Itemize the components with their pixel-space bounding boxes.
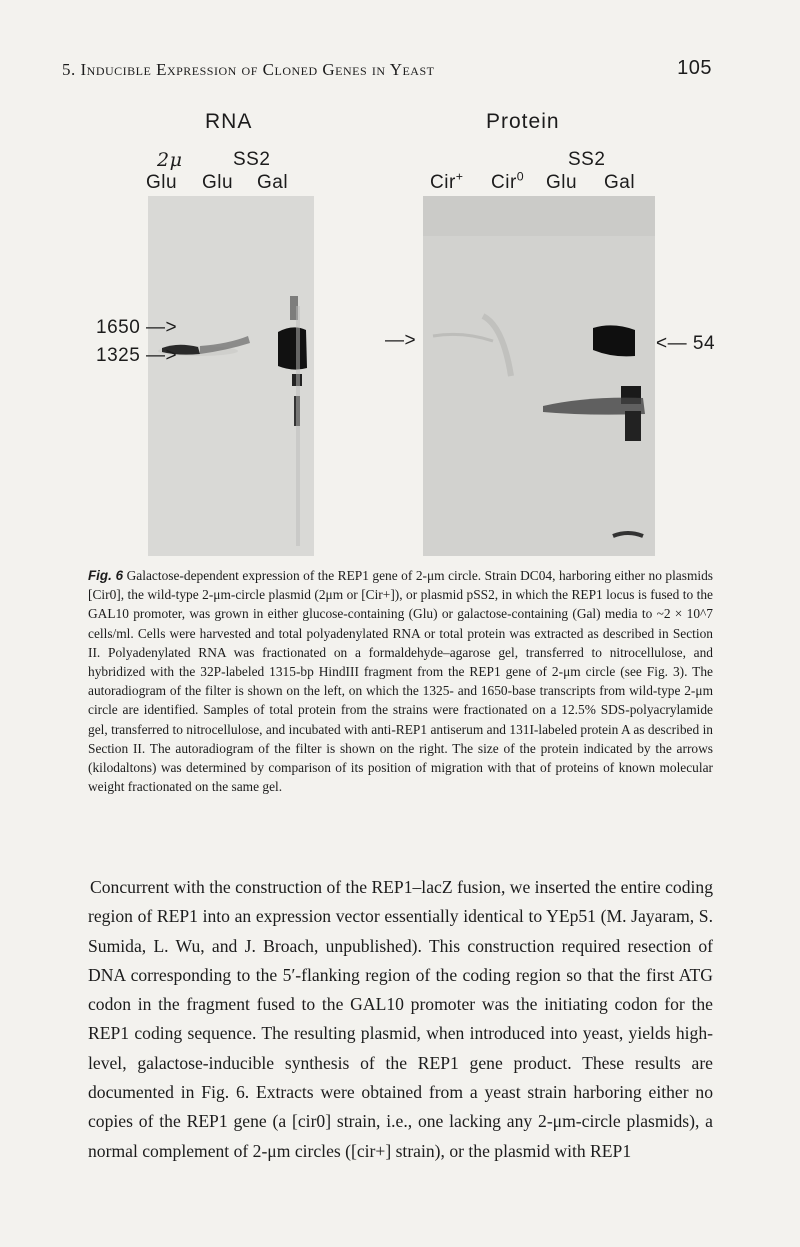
- rna-marker-1650: 1650 —>: [96, 317, 178, 338]
- protein-lane-cir-plus: Cir+: [430, 169, 464, 193]
- figure-caption: [88, 566, 713, 796]
- protein-size-marker: <— 54: [656, 333, 716, 354]
- rna-lane-glu-1: Glu: [146, 172, 178, 193]
- rna-autoradiogram: [148, 196, 314, 556]
- protein-arrow-left: —>: [385, 330, 417, 351]
- caption-label: Fig. 6: [88, 568, 124, 583]
- body-paragraph: Concurrent with the construction of the REP1–lacZ fusion, we inserted the entire coding region of REP1 into an expression vector essentially identical to YEp51 (M. Jayaram, S. Sumida, L. Wu, and J. Broach, unpublished). This construction required resection of DNA corresponding to the 5′-flanking region of the coding region so that the first ATG codon in the fragment fused to the GAL10 promoter was the initiating codon for the REP1 coding sequence. The resulting plasmid, when introduced into yeast, yields high-level, galactose-inducible synthesis of the REP1 gene product. These results are documented in Fig. 6. Extracts were obtained from a yeast strain harboring either no copies of the REP1 gene (a [cir0] strain, i.e., one lacking any 2-μm-circle plasmids), a normal complement of 2-μm circles ([cir+] strain), or the plasmid with REP1: [88, 877, 713, 1161]
- protein-lane-cir-zero: Cir$^0$: [491, 169, 525, 193]
- protein-autoradiogram: [423, 196, 655, 556]
- protein-lane-gal: Gal: [604, 172, 636, 193]
- caption-text: Galactose-dependent expression of the REP1 gene of 2-μm circle. Strain DC04, harboring either no plasmids [Cir0], the wild-type 2-μm-circle plasmid (2μm or [Cir+]), or plasmid pSS2, in which the REP1 locus is fused to the GAL10 promoter, was grown in either glucose-containing (Glu) or galactose-containing (Gal) media to ~2 × 10^7 cells/ml. Cells were harvested and total polyadenylated RNA or total protein was extracted as described in Section II. Polyadenylated RNA was fractionated on a formaldehyde–agarose gel, transferred to nitrocellulose, and hybridized with the 32P-labeled 1315-bp HindIII fragment from the REP1 gene of 2-μm circle (see Fig. 3). The autoradiogram of the filter is shown on the left, on which the 1325- and 1650-base transcripts from wild-type 2-μm circle are identified. Samples of total protein from the strains were fractionated on a 12.5% SDS-polyacrylamide gel, transferred to nitrocellulose, and incubated with anti-REP1 antiserum and 131I-labeled protein A as described in Section II. The autoradiogram of the filter is shown on the right. The size of the protein indicated by the arrows (kilodaltons) was determined by comparison of its position of migration with that of proteins of known molecular weight fractionated on the same gel.: [88, 568, 713, 795]
- rna-lane-top-ss2: SS2: [233, 149, 271, 170]
- protein-blot-bands: [423, 196, 655, 556]
- protein-lane-ss2: SS2: [568, 149, 606, 170]
- rna-lane-glu-2: Glu: [202, 172, 234, 193]
- protein-lane-glu: Glu: [546, 172, 578, 193]
- running-title: 5. Inducible Expression of Cloned Genes in Yeast: [62, 60, 435, 79]
- rna-marker-1325: 1325 —>: [96, 345, 178, 366]
- rna-lane-top-2mu: 2μ: [157, 149, 183, 171]
- body-text: [88, 873, 713, 1166]
- rna-lane-gal: Gal: [257, 172, 289, 193]
- protein-panel-title: Protein: [486, 110, 560, 133]
- rna-panel-title: RNA: [205, 110, 253, 133]
- rna-blot-bands: [148, 196, 314, 556]
- running-header: [62, 57, 712, 80]
- page-number: 105: [677, 57, 712, 79]
